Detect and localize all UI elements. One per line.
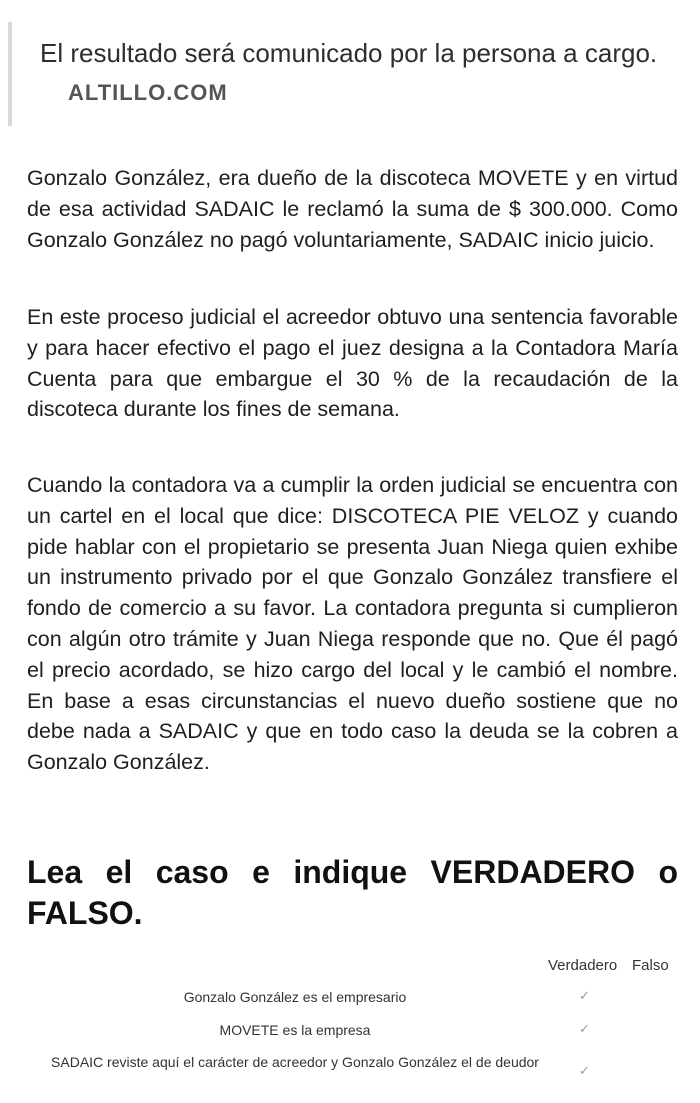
case-paragraph: En este proceso judicial el acreedor obtuvo una sentencia favorable y para hacer efectivo el pago el juez designa a la Contadora María Cuenta para que embargue el 30 % de la recaudación de la discoteca durante los fines de semana. bbox=[27, 305, 678, 422]
case-paragraph: Gonzalo González, era dueño de la discoteca MOVETE y en virtud de esa actividad SADAIC le reclamó la suma de $ 300.000. Como Gonzalo González no pagó voluntariamente, SADAIC inicio juicio. bbox=[27, 166, 678, 252]
question-heading: Lea el caso e indique VERDADERO o FALSO. bbox=[27, 854, 678, 931]
result-notice-text: El resultado será comunicado por la persona a cargo. bbox=[40, 38, 658, 68]
column-header-falso: Falso bbox=[632, 957, 669, 974]
check-icon[interactable]: ✓ bbox=[579, 988, 590, 1003]
statement-text: SADAIC reviste aquí el carácter de acreedor y Gonzalo González el de deudor bbox=[51, 1054, 539, 1070]
check-icon[interactable]: ✓ bbox=[579, 1021, 590, 1036]
column-header-verdadero: Verdadero bbox=[548, 957, 618, 974]
watermark: ALTILLO.COM bbox=[68, 80, 228, 105]
result-notice bbox=[8, 22, 672, 126]
check-icon[interactable]: ✓ bbox=[579, 1063, 590, 1078]
statement-text: MOVETE es la empresa bbox=[219, 1022, 371, 1038]
statement-text: Gonzalo González es el empresario bbox=[183, 989, 407, 1005]
case-paragraph: Cuando la contadora va a cumplir la orden judicial se encuentra con un cartel en el local que dice: DISCOTECA PIE VELOZ y cuando pide hablar con el propietario se presenta Juan Niega quien exhibe un instrumento privado por el que Gonzalo González transfiere el fondo de comercio a su favor. La contadora pregunta si cumplieron con algún otro trámite y Juan Niega responde que no. Que él pagó el precio acordado, se hizo cargo del local y le cambió el nombre. En base a esas circunstancias el nuevo dueño sostiene que no debe nada a SADAIC y que en todo caso la deuda se la cobren a Gonzalo González. bbox=[27, 473, 678, 775]
